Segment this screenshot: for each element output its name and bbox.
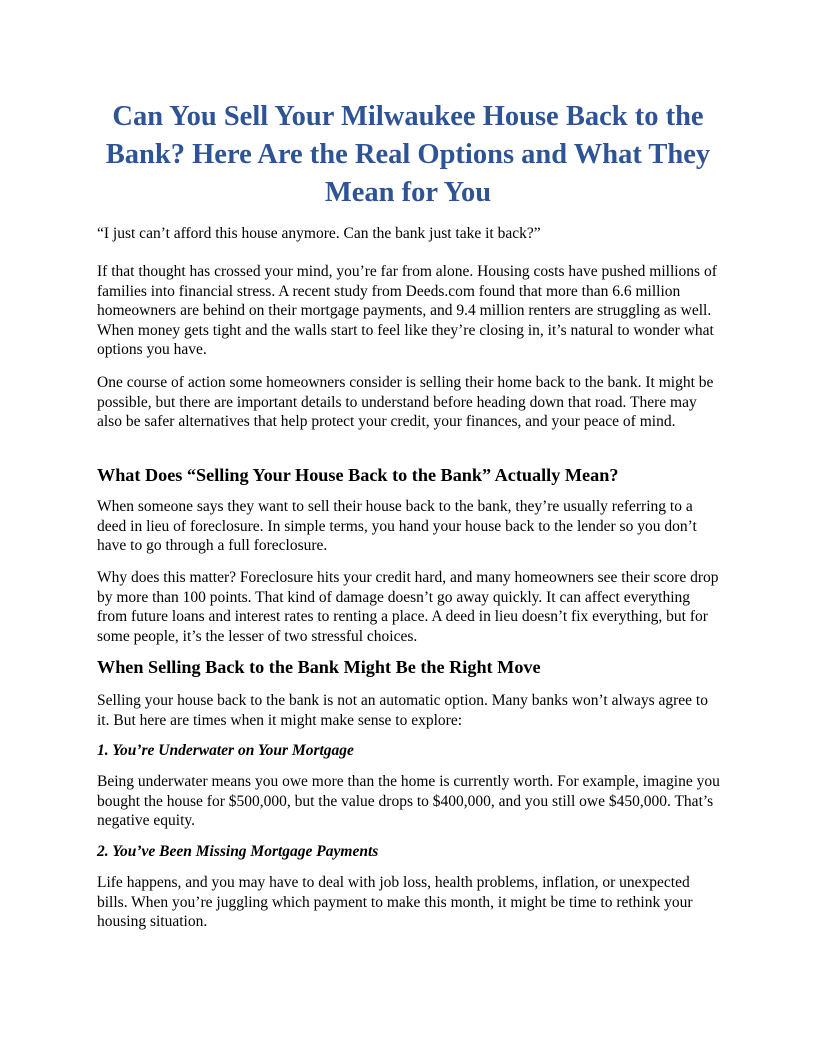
section-2-heading: When Selling Back to the Bank Might Be the Right Move <box>97 657 541 677</box>
reason-2-heading: 2. You’ve Been Missing Mortgage Payments <box>97 843 379 860</box>
document-title: Can You Sell Your Milwaukee House Back to the Bank? Here Are the Real Options and What They Mean for You <box>105 101 711 208</box>
section-1-heading: What Does “Selling Your House Back to the Bank” Actually Mean? <box>97 465 619 485</box>
intro-paragraph-2: One course of action some homeowners consider is selling their home back to the bank. It might be possible, but there are important details to understand before heading down that road. There may also be safer alternatives that help protect your credit, your finances, and your peace of mind. <box>97 374 714 430</box>
reason-1-heading: 1. You’re Underwater on Your Mortgage <box>97 742 354 759</box>
section-1-paragraph-2: Why does this matter? Foreclosure hits your credit hard, and many homeowners see their score drop by more than 100 points. That kind of damage doesn’t go away quickly. It can affect everything from future loans and interest rates to renting a place. A deed in lieu doesn’t fix everything, but for some people, it’s the lesser of two stressful choices. <box>97 569 719 645</box>
reason-1-body: Being underwater means you owe more than the home is currently worth. For example, imagine you bought the house for $500,000, but the value drops to $400,000, and you still owe $450,000. That’s negative equity. <box>97 773 720 829</box>
intro-paragraph-1: If that thought has crossed your mind, you’re far from alone. Housing costs have pushed millions of families into financial stress. A recent study from Deeds.com found that more than 6.6 million homeowners are behind on their mortgage payments, and 9.4 million renters are struggling as well. When money gets tight and the walls start to feel like they’re closing in, it’s natural to wonder what options you have. <box>97 263 717 358</box>
intro-quote: “I just can’t afford this house anymore. Can the bank just take it back?” <box>97 225 541 242</box>
section-2-paragraph: Selling your house back to the bank is not an automatic option. Many banks won’t always agree to it. But here are times when it might make sense to explore: <box>97 692 708 729</box>
section-1-paragraph-1: When someone says they want to sell their house back to the bank, they’re usually referring to a deed in lieu of foreclosure. In simple terms, you hand your house back to the lender so you don’t have to go through a full foreclosure. <box>97 498 697 554</box>
reason-2-body: Life happens, and you may have to deal with job loss, health problems, inflation, or unexpected bills. When you’re juggling which payment to make this month, it might be time to rethink your housing situation. <box>97 874 693 930</box>
